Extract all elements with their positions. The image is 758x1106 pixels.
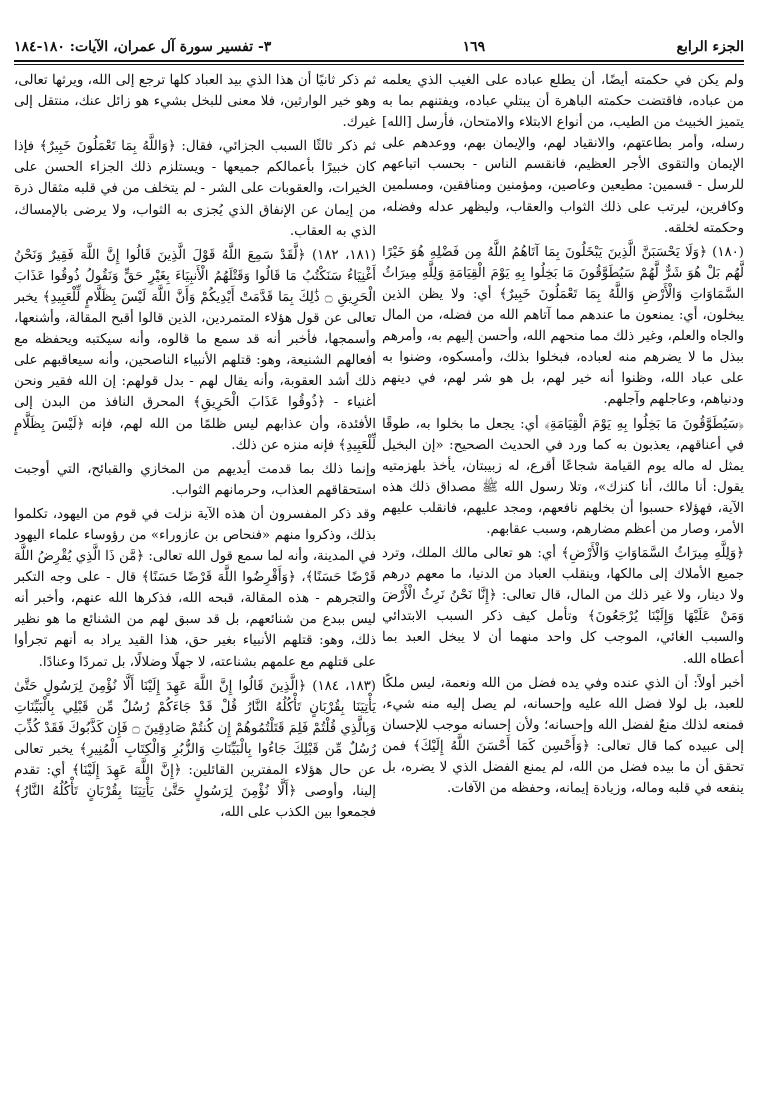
- paragraph: وإنما ذلك بما قدمت أيديهم من المخازي والقبائح، التي أوجبت استحقاقهم العذاب، وحرمانهم الثواب.: [14, 461, 376, 498]
- page-header: [14, 34, 744, 60]
- paragraph: أخبر أولاً: أن الذي عنده وفي يده فضل من الله ونعمة، ليس ملكًا للعبد، بل لولا فضل الله عليه وإحسانه، لم يصل إليه منه شيء، فمنعه لذلك منعٌ لفضل الله وإحسانه؛ ولأن إحسانه موجب للإحسان إلى عبيده كما قال تعالى: ﴿وَأَحْسِن كَمَا أَحْسَنَ اللَّهُ إِلَيْكَ﴾ فمن تحقق أن ما بيده فضل من الله، لم يمنع الفضل الذي لا يضره، بل ينفعه في قلبه وماله، وزيادة إيمانه، وحفظه من الآفات.: [382, 675, 744, 797]
- running-title-left: ٣- تفسير سورة آل عمران، الآيات: ١٨٠-١٨٤: [14, 39, 272, 55]
- page-number: ١٦٩: [462, 39, 486, 55]
- header-rule-thin: [14, 64, 744, 65]
- right-column: [382, 70, 744, 1100]
- paragraph: ﴿وَلِلَّهِ مِيرَاثُ السَّمَاوَاتِ وَالْأَرْضِ﴾ أي: هو تعالى مالك الملك، وترد جميع الأملاك إلى مالكها، وينقلب العباد من الدنيا، ما معهم درهم ولا دينار، ولا غير ذلك من المال، قال تعالى: ﴿إِنَّا نَحْنُ نَرِثُ الْأَرْضَ وَمَنْ عَلَيْهَا وَإِلَيْنَا يُرْجَعُونَ﴾ وتأمل كيف ذكر السبب الابتدائي والسبب الغائي، الموجب كل واحد منهما أن لا يبخل العبد بما أعطاه الله.: [382, 546, 744, 667]
- paragraph: ولم يكن في حكمته أيضًا، أن يطلع عباده على الغيب الذي يعلمه من عباده، فاقتضت حكمته الباهرة أن يبتلي عباده، ويفتنهم بما به يتميز الخبيث من الطيب، من أنواع الابتلاء والامتحان، فأرسل [الله] رسله، وأمر بطاعتهم، والانقياد لهم، والإيمان بهم، ووعدهم على الإيمان والتقوى الأجر العظيم، فانقسم الناس - بحسب اتباعهم للرسل - قسمين: مطيعين وعاصين، ومؤمنين ومنافقين، ومسلمين وكافرين، ليرتب على ذلك الثواب والعقاب، وليظهر عدله وفضله، وحكمته لخلقه.: [382, 73, 744, 236]
- paragraph: ثم ذكر ثالثًا السبب الجزائي، فقال: ﴿وَاللَّهُ بِمَا تَعْمَلُونَ خَبِيرٌ﴾ فإذا كان خبيرًا بأعمالكم جميعها - ويستلزم ذلك الجزاء الحسن على الخيرات، والعقوبات على الشر - لم يتخلف من في قلبه مثقال ذرة من إيمان عن الإنفاق الذي يُجزى به الثواب، ولا يرضى بالإمساك، الذي به العقاب.: [14, 139, 376, 239]
- running-title-right: الجزء الرابع: [676, 39, 744, 55]
- paragraph: (١٨٠) ﴿وَلَا يَحْسَبَنَّ الَّذِينَ يَبْخَلُونَ بِمَا آتَاهُمُ اللَّهُ مِن فَضْلِهِ هُوَ خَيْرًا لَّهُم بَلْ هُوَ شَرٌّ لَّهُمْ سَيُطَوَّقُونَ مَا بَخِلُوا بِهِ يَوْمَ الْقِيَامَةِ وَلِلَّهِ مِيرَاثُ السَّمَاوَاتِ وَالْأَرْضِ وَاللَّهُ بِمَا تَعْمَلُونَ خَبِيرٌ﴾ أي: ولا يظن الذين يبخلون، أي: يمنعون ما عندهم مما آتاهم الله من فضله، من المال والجاه والعلم، وغير ذلك مما منحهم الله، وأحسن إليهم به، وأمرهم ببذل ما لا يضرهم منه لعباده، فبخلوا بذلك، وأمسكوه، وضنوا به على عباد الله، وظنوا أنه خير لهم، بل هو شر لهم، في دينهم ودنياهم، وعاجلهم وآجلهم.: [382, 244, 744, 408]
- left-column: [14, 70, 376, 1100]
- paragraph: ثم ذكر ثانيًا أن هذا الذي بيد العباد كلها ترجع إلى الله، ويرثها تعالى، وهو خير الوارثين، فلا معنى للبخل بشيء هو زائل عنك، منتقل إلى غيرك.: [14, 73, 376, 131]
- paragraph: (١٨٣، ١٨٤) ﴿الَّذِينَ قَالُوا إِنَّ اللَّهَ عَهِدَ إِلَيْنَا أَلَّا نُؤْمِنَ لِرَسُولٍ حَتَّىٰ يَأْتِيَنَا بِقُرْبَانٍ تَأْكُلُهُ النَّارُ قُلْ قَدْ جَاءَكُمْ رُسُلٌ مِّن قَبْلِي بِالْبَيِّنَاتِ وَبِالَّذِي قُلْتُمْ فَلِمَ قَتَلْتُمُوهُمْ إِن كُنتُمْ صَادِقِينَ ۝ فَإِن كَذَّبُوكَ فَقَدْ كُذِّبَ رُسُلٌ مِّن قَبْلِكَ جَاءُوا بِالْبَيِّنَاتِ وَالزُّبُرِ وَالْكِتَابِ الْمُنِيرِ﴾ يخبر تعالى عن حال هؤلاء المفترين القائلين: ﴿إِنَّ اللَّهَ عَهِدَ إِلَيْنَا﴾ أي: تقدم إلينا، وأوصى ﴿أَلَّا نُؤْمِنَ لِرَسُولٍ حَتَّىٰ يَأْتِيَنَا بِقُرْبَانٍ تَأْكُلُهُ النَّارُ﴾ فجمعوا بين الكذب على الله،: [14, 678, 376, 821]
- paragraph: ﴿سَيُطَوَّقُونَ مَا بَخِلُوا بِهِ يَوْمَ الْقِيَامَةِ﴾ أي: يجعل ما بخلوا به، طوقًا في أعناقهم، يعذبون به كما ورد في الحديث الصحيح: «إن البخيل يمثل له ماله يوم القيامة شجاعًا أقرع، له زبيبتان، يأخذ بلهزمتيه يقول: أنا مالك، أنا كنزك»، وتلا رسول الله ﷺ مصداق ذلك هذه الآية، فهؤلاء حسبوا أن بخلهم نافعهم، ومجد عليهم، فانقلب عليهم الأمر، وصار من أعظم مضارهم، وسبب عقابهم.: [382, 416, 744, 537]
- header-rule: [14, 60, 744, 62]
- paragraph: وقد ذكر المفسرون أن هذه الآية نزلت في قوم من اليهود، تكلموا بذلك، وذكروا منهم «فنحاص بن عازوراء» من رؤوساء علماء اليهود في المدينة، وأنه لما سمع قول الله تعالى: ﴿مَّن ذَا الَّذِي يُقْرِضُ اللَّهَ قَرْضًا حَسَنًا﴾، ﴿وَأَقْرِضُوا اللَّهَ قَرْضًا حَسَنًا﴾ قال - على وجه التكبر والتجرهم - هذه المقالة، قبحه الله، فذكرها الله عنهم، وأخبر أنه ليس ببدع من شنائعهم، بل قد سبق لهم من الشنائع ما هو نظير ذلك، وهو: قتلهم الأنبياء بغير حق، هذا القيد يراد به أنهم تجرأوا على قتلهم مع علمهم بشناعته، لا جهلًا وضلالًا، بل تمردًا وعنادًا.: [14, 506, 376, 670]
- paragraph: (١٨١، ١٨٢) ﴿لَّقَدْ سَمِعَ اللَّهُ قَوْلَ الَّذِينَ قَالُوا إِنَّ اللَّهَ فَقِيرٌ وَنَحْنُ أَغْنِيَاءُ سَنَكْتُبُ مَا قَالُوا وَقَتْلَهُمُ الْأَنبِيَاءَ بِغَيْرِ حَقٍّ وَنَقُولُ ذُوقُوا عَذَابَ الْحَرِيقِ ۝ ذَٰلِكَ بِمَا قَدَّمَتْ أَيْدِيكُمْ وَأَنَّ اللَّهَ لَيْسَ بِظَلَّامٍ لِّلْعَبِيدِ﴾ يخبر تعالى عن قول هؤلاء المتمردين، الذين قالوا أقبح المقالة، وأشنعها، وأسمجها، فأخبر أنه قد سمع ما قالوه، وأنه سيكتبه ويحفظه مع أفعالهم الشنيعة، وهو: قتلهم الأنبياء الناصحين، وأنه سيعاقبهم على ذلك أشد العقوبة، وأنه يقال لهم - بدل قولهم: إن الله فقير ونحن أغنياء - ﴿ذُوقُوا عَذَابَ الْحَرِيقِ﴾ المحرق النافذ من البدن إلى الأفئدة، وأن عذابهم ليس ظلمًا من الله لهم، فإنه ﴿لَيْسَ بِظَلَّامٍ لِّلْعَبِيدِ﴾ فإنه منزه عن ذلك.: [14, 247, 376, 453]
